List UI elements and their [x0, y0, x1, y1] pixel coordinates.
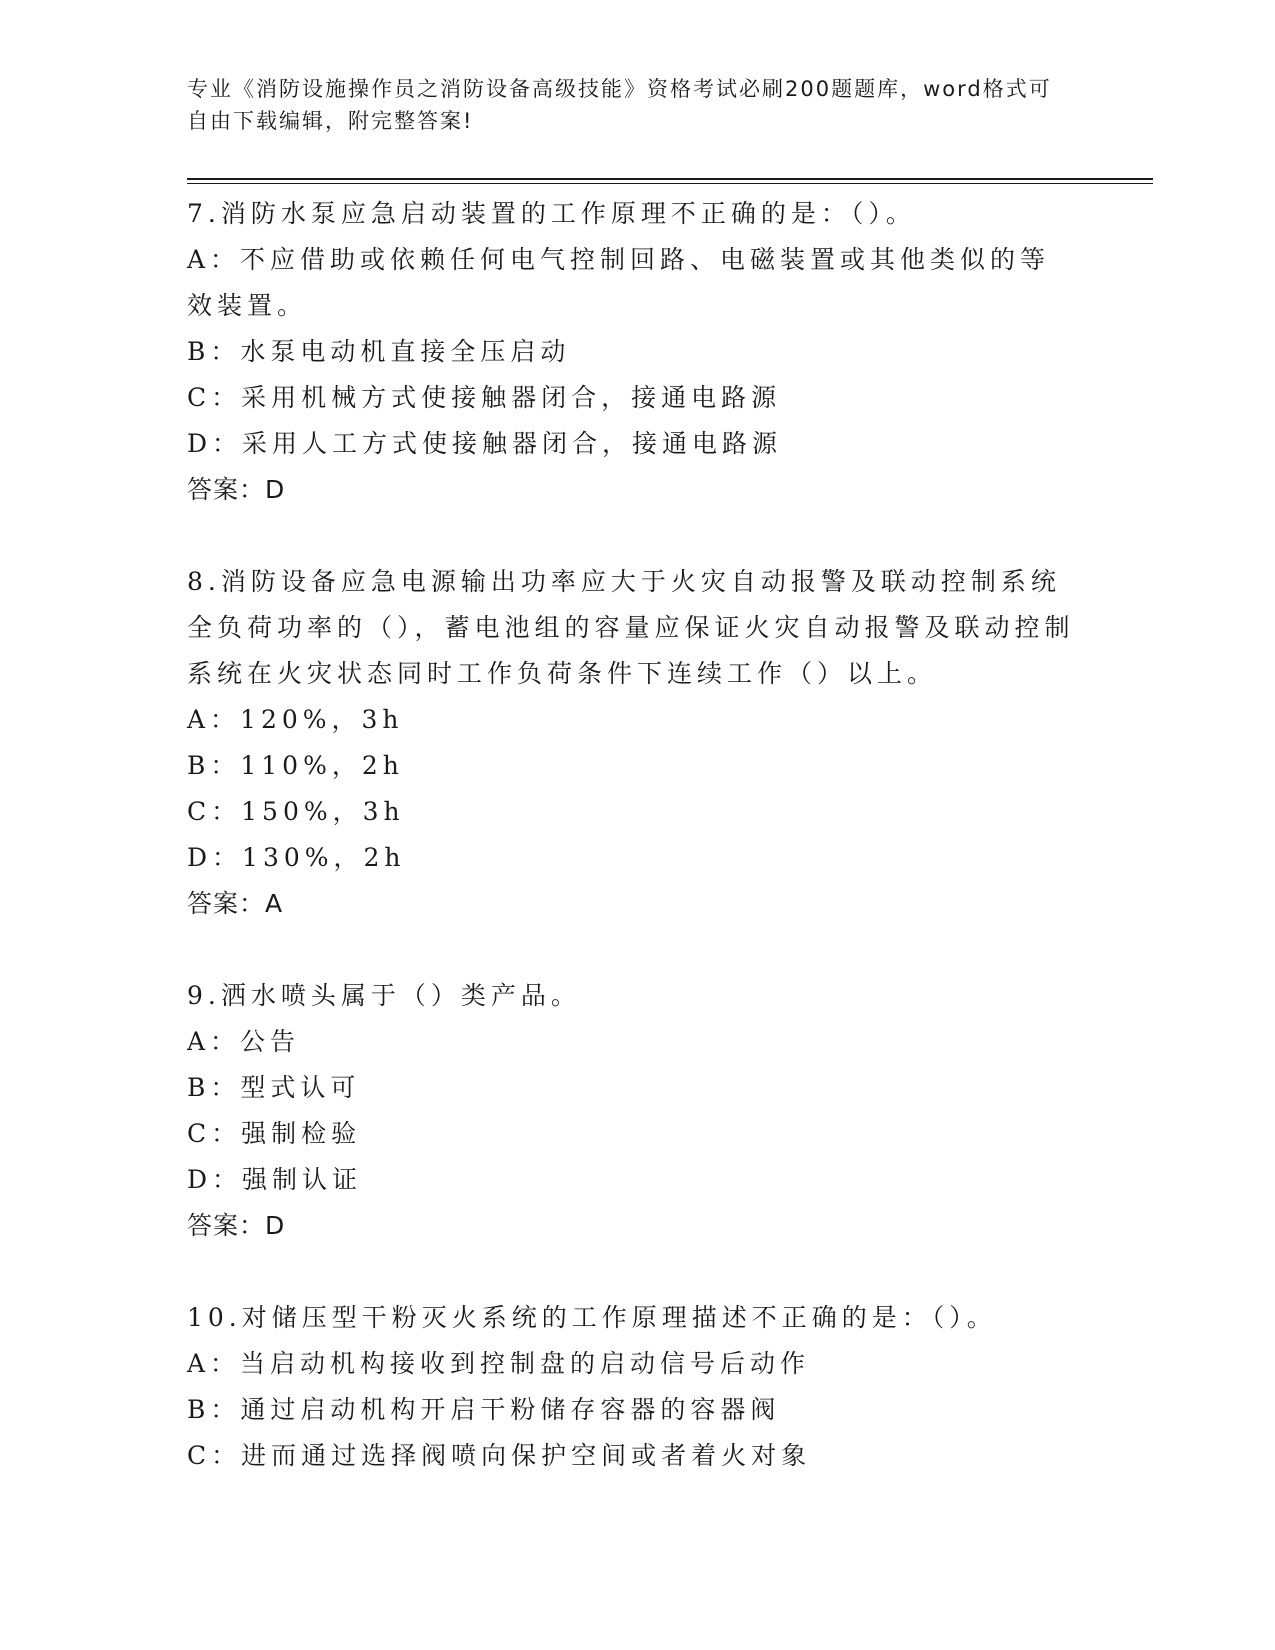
question-list	[187, 191, 1087, 1479]
option-c: C：强制检验	[187, 1119, 362, 1148]
question-stem: 7.消防水泵应急启动装置的工作原理不正确的是：（）。	[187, 199, 916, 228]
option-d: D：强制认证	[187, 1165, 363, 1194]
option-b: B：型式认可	[187, 1073, 361, 1102]
option-b: B：110%，2h	[187, 751, 404, 780]
question-stem: 10.对储压型干粉灭火系统的工作原理描述不正确的是：（）。	[187, 1303, 997, 1332]
option-d: D：采用人工方式使接触器闭合，接通电路源	[187, 429, 783, 458]
header-divider	[187, 178, 1153, 184]
answer: 答案：A	[187, 889, 284, 918]
option-a: A：120%，3h	[187, 705, 404, 734]
document-header: 专业《消防设施操作员之消防设备高级技能》资格考试必刷200题题库，word格式可自由下载编辑，附完整答案!	[187, 77, 1052, 133]
option-a: A：当启动机构接收到控制盘的启动信号后动作	[187, 1349, 811, 1378]
option-a: A：不应借助或依赖任何电气控制回路、电磁装置或其他类似的等效装置。	[187, 245, 1051, 320]
option-c: C：150%，3h	[187, 797, 405, 826]
option-b: B：水泵电动机直接全压启动	[187, 337, 571, 366]
option-c: C：采用机械方式使接触器闭合，接通电路源	[187, 383, 782, 412]
answer: 答案：D	[187, 1211, 286, 1240]
question-7	[187, 191, 1087, 513]
question-stem: 8.消防设备应急电源输出功率应大于火灾自动报警及联动控制系统全负荷功率的（），蓄电池组的容量应保证火灾自动报警及联动控制系统在火灾状态同时工作负荷条件下连续工作（）以上。	[187, 567, 1075, 688]
answer: 答案：D	[187, 475, 286, 504]
question-9	[187, 973, 1087, 1249]
question-8	[187, 559, 1087, 927]
option-c: C：进而通过选择阀喷向保护空间或者着火对象	[187, 1441, 812, 1470]
option-a: A：公告	[187, 1027, 301, 1056]
option-b: B：通过启动机构开启干粉储存容器的容器阀	[187, 1395, 781, 1424]
option-d: D：130%，2h	[187, 843, 406, 872]
question-10	[187, 1295, 1087, 1479]
question-stem: 9.洒水喷头属于（）类产品。	[187, 981, 581, 1010]
